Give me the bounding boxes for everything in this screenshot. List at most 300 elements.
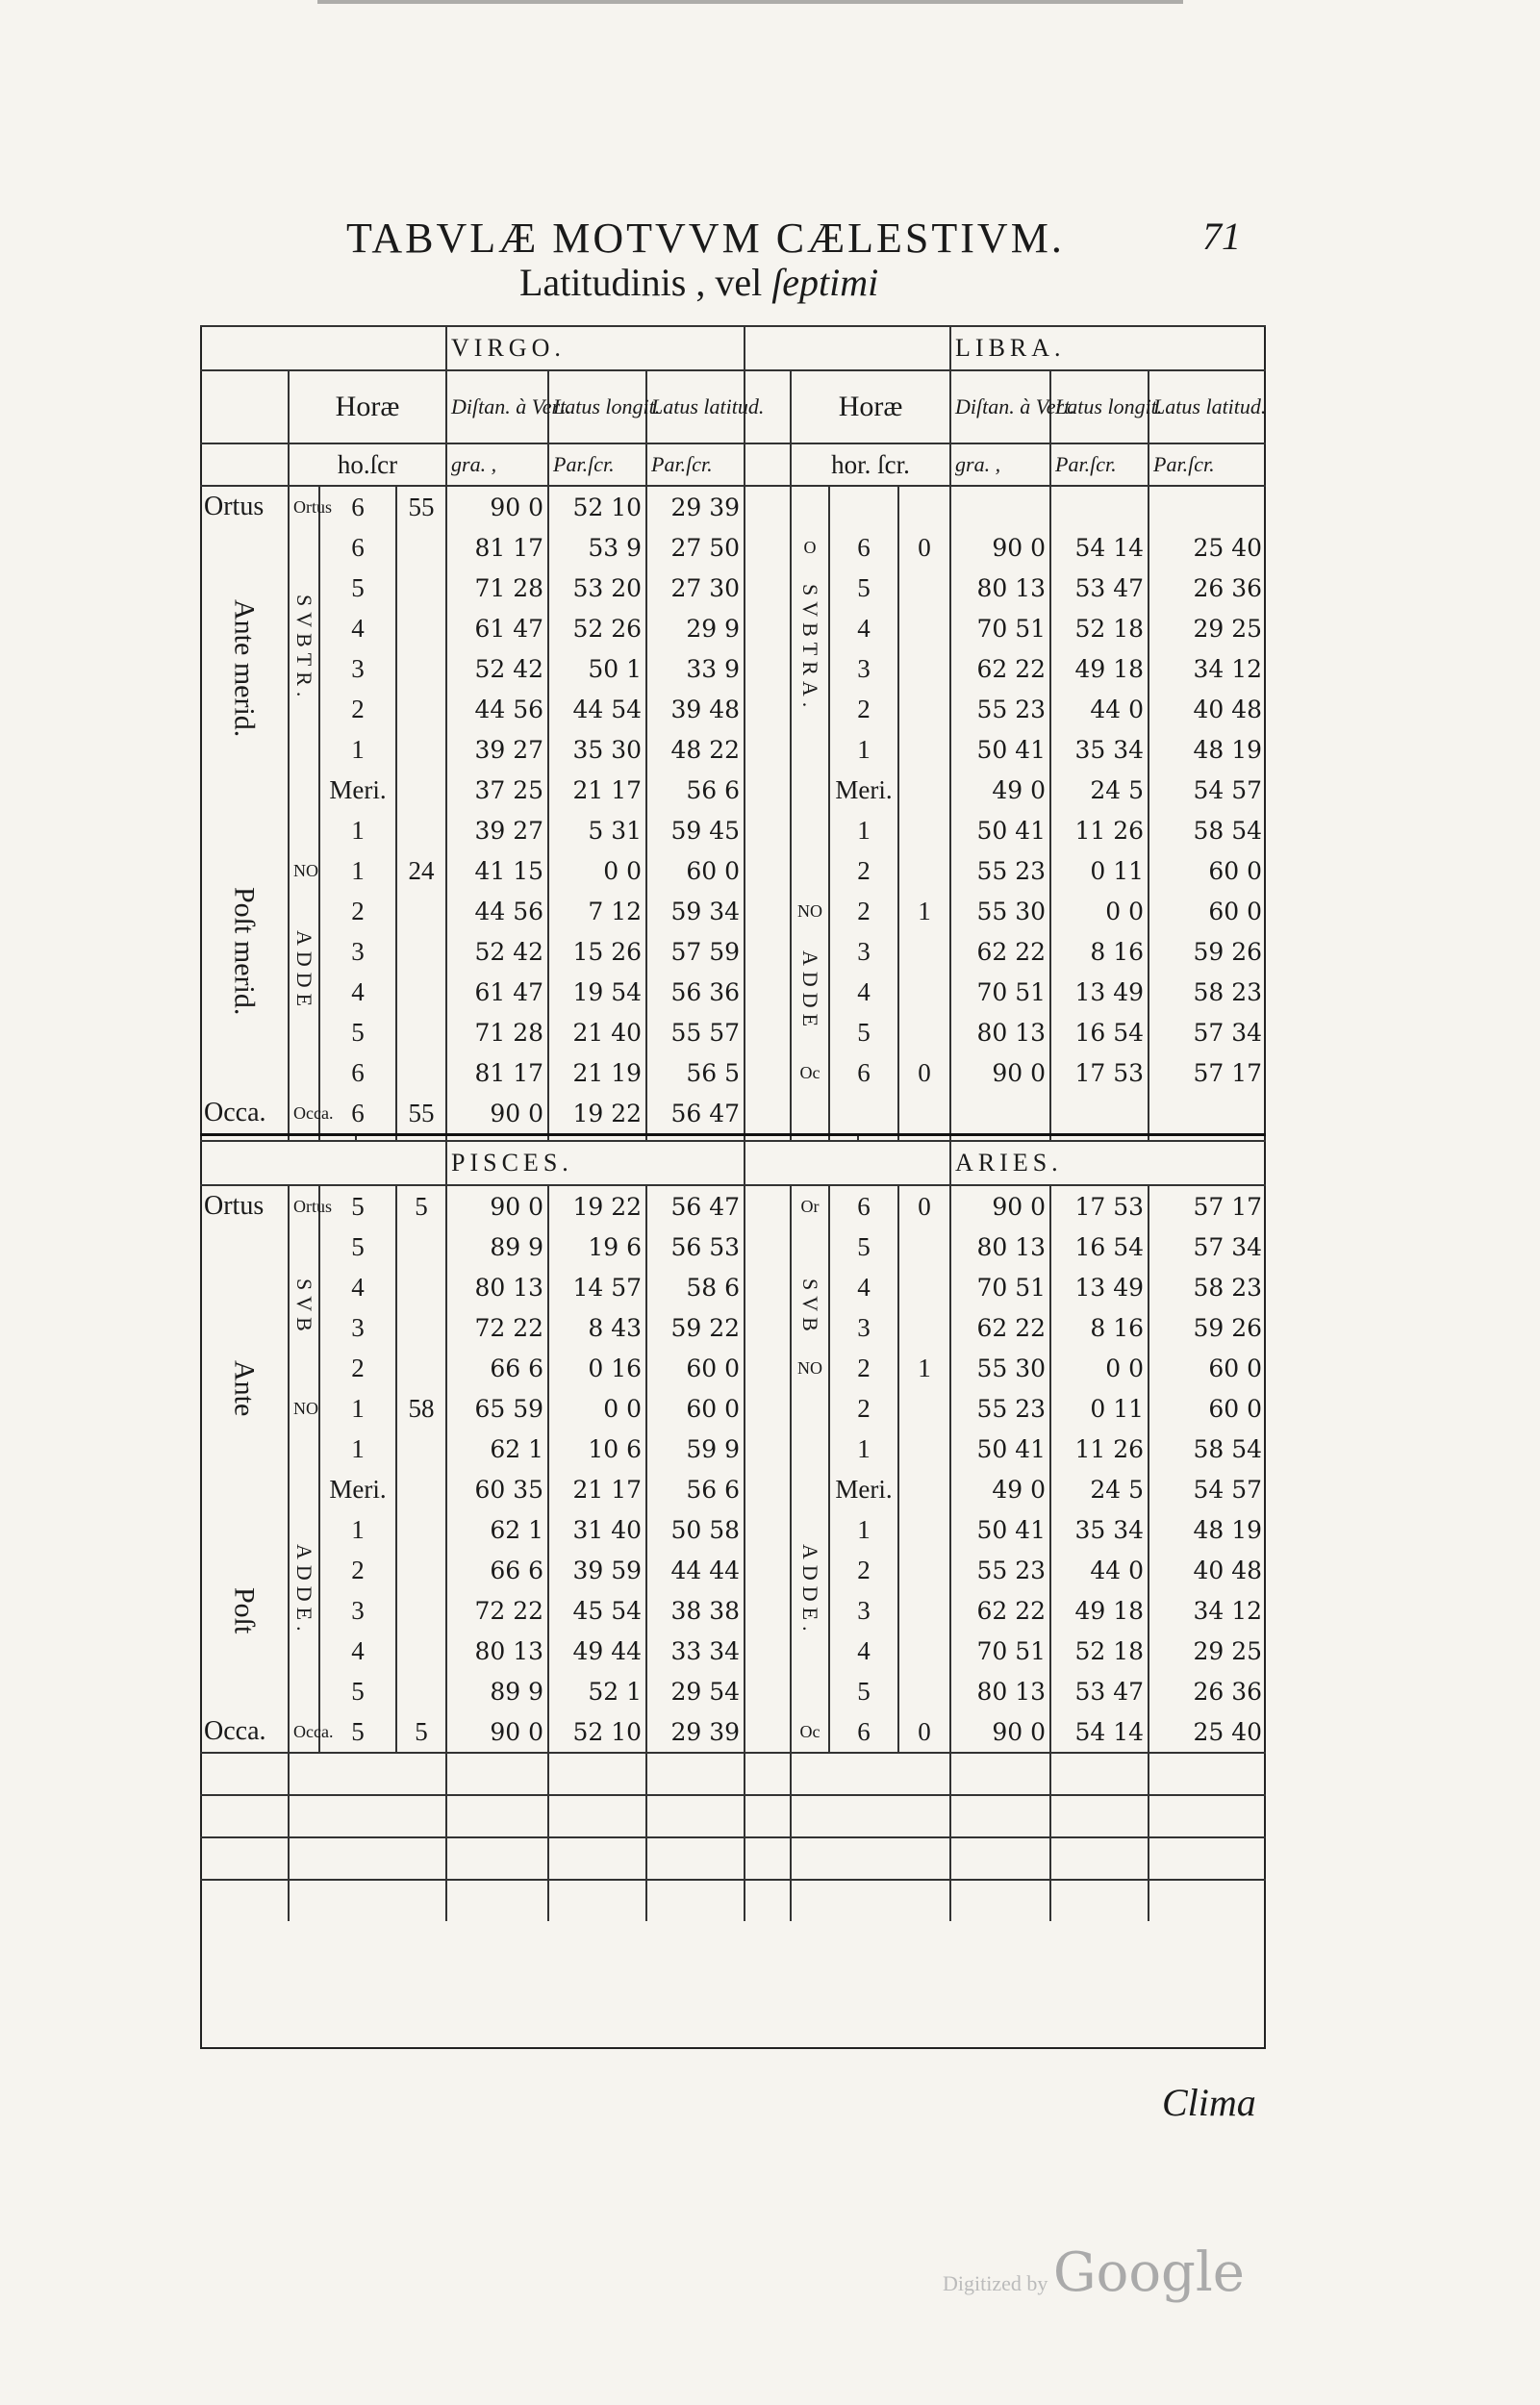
unit-par: Par.ſcr.: [1050, 443, 1149, 486]
table-row: [200, 1711, 1266, 1753]
empty-row: [200, 1753, 1266, 1795]
longit-cell: 0 11: [1050, 1388, 1149, 1429]
row-note: [289, 810, 319, 850]
hour-cell: 2: [319, 891, 396, 931]
distance-cell: 90 0: [950, 1711, 1050, 1753]
longit-cell: 52 1: [548, 1671, 646, 1711]
hour-cell: 4: [319, 972, 396, 1012]
minute-cell: [396, 1671, 446, 1711]
distance-cell: 90 0: [950, 1185, 1050, 1227]
hour-cell: 3: [829, 1590, 898, 1631]
longit-cell: 53 9: [548, 527, 646, 568]
distance-cell: 65 59: [446, 1388, 548, 1429]
hour-cell: Meri.: [319, 770, 396, 810]
minute-cell: [396, 1307, 446, 1348]
side-label: Poſt: [200, 1509, 289, 1711]
hour-cell: 6: [829, 1711, 898, 1753]
latitud-cell: 59 34: [646, 891, 745, 931]
row-note: [791, 810, 829, 850]
longit-cell: 39 59: [548, 1550, 646, 1590]
table-row: [200, 1012, 1266, 1052]
latitud-cell: 50 58: [646, 1509, 745, 1550]
longit-cell: 35 34: [1050, 1509, 1149, 1550]
minute-cell: [396, 608, 446, 648]
hour-cell: [829, 486, 898, 527]
table-row: [200, 527, 1266, 568]
distance-cell: 90 0: [950, 527, 1050, 568]
minute-cell: 24: [396, 850, 446, 891]
longit-cell: 19 22: [548, 1185, 646, 1227]
minute-cell: 0: [898, 1052, 950, 1093]
distance-cell: 60 35: [446, 1469, 548, 1509]
hour-cell: 5: [319, 1671, 396, 1711]
table-row: [200, 891, 1266, 931]
row-note: [791, 1227, 829, 1267]
longit-cell: 19 6: [548, 1227, 646, 1267]
hour-cell: 4: [319, 1631, 396, 1671]
row-note: [791, 1671, 829, 1711]
distance-cell: 90 0: [446, 486, 548, 527]
minute-cell: [898, 1227, 950, 1267]
longit-cell: 0 0: [1050, 1348, 1149, 1388]
latitud-cell: 33 9: [646, 648, 745, 689]
longit-cell: 24 5: [1050, 770, 1149, 810]
table-row: [200, 850, 1266, 891]
row-note: Occa.: [289, 1711, 319, 1753]
catchword: Clima: [1162, 2081, 1256, 2124]
hour-cell: 5: [829, 1227, 898, 1267]
minute-cell: [396, 1429, 446, 1469]
minute-cell: [898, 1631, 950, 1671]
side-label: Ante: [200, 1267, 289, 1509]
distance-cell: 90 0: [446, 1711, 548, 1753]
minute-cell: [396, 1590, 446, 1631]
minute-cell: [898, 1590, 950, 1631]
longit-cell: 11 26: [1050, 810, 1149, 850]
latitud-cell: 26 36: [1193, 573, 1263, 602]
latitud-cell: 40 48: [1193, 1556, 1263, 1584]
minute-cell: 0: [898, 527, 950, 568]
longit-cell: 35 30: [548, 729, 646, 770]
distance-cell: 62 22: [950, 648, 1050, 689]
running-title: TABVLÆ MOTVVM CÆLESTIVM.: [346, 215, 1065, 262]
longit-cell: 52 10: [548, 1711, 646, 1753]
row-note: [289, 1671, 319, 1711]
minute-cell: 58: [396, 1388, 446, 1429]
latitud-cell: 56 6: [646, 1469, 745, 1509]
hour-cell: 6: [319, 486, 396, 527]
longit-cell: 11 26: [1050, 1429, 1149, 1469]
longit-cell: 13 49: [1050, 972, 1149, 1012]
minute-cell: [396, 1348, 446, 1388]
distance-cell: 37 25: [446, 770, 548, 810]
operation-label: SVB: [289, 1267, 319, 1348]
minute-cell: [898, 648, 950, 689]
distance-cell: 70 51: [950, 608, 1050, 648]
latitud-cell: 60 0: [646, 1348, 745, 1388]
minute-cell: [396, 1631, 446, 1671]
distance-cell: 39 27: [446, 810, 548, 850]
longit-cell: 49 18: [1050, 1590, 1149, 1631]
row-note: [289, 527, 319, 568]
latitud-cell: 57 59: [646, 931, 745, 972]
row-note: NO: [791, 891, 829, 931]
longit-cell: 54 14: [1050, 1711, 1149, 1753]
table-row: [200, 1093, 1266, 1135]
hour-cell: 6: [319, 1052, 396, 1093]
hour-cell: 6: [829, 1052, 898, 1093]
hour-cell: 1: [319, 1509, 396, 1550]
minute-cell: [396, 1227, 446, 1267]
minute-cell: [898, 1388, 950, 1429]
minute-cell: [396, 1509, 446, 1550]
row-label: Occa.: [200, 1711, 289, 1753]
unit-header-row: [200, 443, 1266, 486]
longit-cell: 44 54: [548, 689, 646, 729]
table-row: [200, 1550, 1266, 1590]
hour-cell: [829, 1093, 898, 1135]
minute-cell: 0: [898, 1185, 950, 1227]
longit-cell: 8 43: [548, 1307, 646, 1348]
operation-label: ADDE: [791, 931, 829, 1052]
longit-cell: 17 53: [1050, 1052, 1149, 1093]
longit-cell: 35 34: [1050, 729, 1149, 770]
distance-cell: 55 23: [950, 689, 1050, 729]
latus-longit-header: Latus longit.: [1050, 370, 1149, 443]
distance-cell: 50 41: [950, 1509, 1050, 1550]
minute-cell: [898, 568, 950, 608]
minute-cell: [898, 1012, 950, 1052]
minute-cell: [396, 1550, 446, 1590]
latitud-cell: [1149, 486, 1266, 527]
latitud-cell: 27 30: [646, 568, 745, 608]
distance-cell: 80 13: [950, 1227, 1050, 1267]
row-note: [791, 1429, 829, 1469]
hour-cell: 5: [319, 1185, 396, 1227]
longit-cell: 21 17: [548, 770, 646, 810]
hour-cell: 1: [829, 1509, 898, 1550]
minute-cell: [396, 1052, 446, 1093]
empty-row: [200, 1837, 1266, 1880]
row-label: Ortus: [200, 1185, 289, 1227]
page-number: 71: [1202, 215, 1241, 258]
latitud-cell: 56 5: [646, 1052, 745, 1093]
longit-cell: 16 54: [1050, 1012, 1149, 1052]
longit-cell: 0 0: [548, 850, 646, 891]
distance-cell: 50 41: [950, 1429, 1050, 1469]
longit-cell: 0 11: [1050, 850, 1149, 891]
table-row: [200, 770, 1266, 810]
row-note: Oc: [791, 1052, 829, 1093]
latitud-cell: 48 19: [1193, 1515, 1263, 1544]
latitud-cell: 25 40: [1193, 533, 1263, 562]
hour-cell: 2: [829, 1388, 898, 1429]
longit-cell: 14 57: [548, 1267, 646, 1307]
row-note: [289, 729, 319, 770]
minute-cell: [396, 810, 446, 850]
longit-cell: 0 16: [548, 1348, 646, 1388]
column-header-row: [200, 370, 1266, 443]
row-note: Ortus: [289, 1185, 319, 1227]
hour-cell: 1: [319, 1388, 396, 1429]
hour-cell: 6: [829, 1185, 898, 1227]
table-row: [200, 1052, 1266, 1093]
latitud-cell: 59 9: [646, 1429, 745, 1469]
latitud-cell: 59 45: [646, 810, 745, 850]
distance-cell: 81 17: [446, 527, 548, 568]
distance-cell: 62 1: [446, 1429, 548, 1469]
unit-gra: gra. ,: [446, 443, 548, 486]
longit-cell: 24 5: [1050, 1469, 1149, 1509]
longit-cell: 19 22: [548, 1093, 646, 1135]
row-note: [289, 770, 319, 810]
latitud-cell: 34 12: [1193, 654, 1263, 683]
minute-cell: 1: [898, 891, 950, 931]
latitud-cell: 57 17: [1149, 1185, 1266, 1227]
row-note: [289, 1227, 319, 1267]
latitud-cell: 48 22: [646, 729, 745, 770]
distance-cell: 70 51: [950, 1631, 1050, 1671]
distance-cell: 62 22: [950, 1307, 1050, 1348]
distance-cell: 62 22: [950, 1590, 1050, 1631]
minute-cell: [898, 1429, 950, 1469]
minute-cell: [396, 891, 446, 931]
minute-cell: [898, 729, 950, 770]
hour-cell: Meri.: [319, 1469, 396, 1509]
table-row: [200, 1509, 1266, 1550]
unit-par: Par.ſcr.: [646, 443, 745, 486]
row-note: [791, 486, 829, 527]
table-row: [200, 1227, 1266, 1267]
table-row: [200, 689, 1266, 729]
row-note: [791, 729, 829, 770]
latitud-cell: 57 34: [1193, 1018, 1263, 1047]
minute-cell: [396, 931, 446, 972]
hour-cell: 3: [319, 1590, 396, 1631]
latitud-cell: 58 54: [1193, 816, 1263, 845]
row-note: NO: [289, 1388, 319, 1429]
table-row: [200, 568, 1266, 608]
longit-cell: 5 31: [548, 810, 646, 850]
distance-cell: 39 27: [446, 729, 548, 770]
digitization-watermark: Digitized by Google: [943, 2241, 1245, 2304]
latitud-cell: 58 54: [1193, 1434, 1263, 1463]
latitud-cell: 27 50: [646, 527, 745, 568]
distance-cell: 89 9: [446, 1227, 548, 1267]
longit-cell: 15 26: [548, 931, 646, 972]
hour-cell: 2: [319, 1348, 396, 1388]
minute-cell: [396, 770, 446, 810]
row-note: [791, 770, 829, 810]
hour-cell: Meri.: [829, 770, 898, 810]
hour-cell: 1: [829, 1429, 898, 1469]
top-edge-rule: [317, 0, 1183, 4]
latitud-cell: 60 0: [1208, 897, 1263, 925]
minute-cell: [898, 1093, 950, 1135]
hour-cell: 5: [319, 1711, 396, 1753]
row-note: [791, 850, 829, 891]
distance-cell: 61 47: [446, 608, 548, 648]
operation-label: ADDE.: [289, 1509, 319, 1671]
distance-cell: 70 51: [950, 1267, 1050, 1307]
longit-cell: 44 0: [1050, 689, 1149, 729]
hour-cell: 1: [319, 1429, 396, 1469]
table-row: [200, 972, 1266, 1012]
row-note: NO: [791, 1348, 829, 1388]
latitud-cell: 58 23: [1193, 1273, 1263, 1302]
distance-cell: 71 28: [446, 568, 548, 608]
latitud-cell: 44 44: [646, 1550, 745, 1590]
operation-label: ADDE.: [791, 1509, 829, 1671]
distance-cell: 70 51: [950, 972, 1050, 1012]
longit-cell: 53 20: [548, 568, 646, 608]
table-row: [200, 1469, 1266, 1509]
hour-cell: 2: [829, 891, 898, 931]
distance-cell: 44 56: [446, 891, 548, 931]
minute-cell: [898, 1671, 950, 1711]
longit-cell: 19 54: [548, 972, 646, 1012]
latitud-cell: 29 25: [1193, 1636, 1263, 1665]
distance-cell: 80 13: [950, 1012, 1050, 1052]
distance-cell: 72 22: [446, 1307, 548, 1348]
distance-cell: 71 28: [446, 1012, 548, 1052]
longit-cell: 45 54: [548, 1590, 646, 1631]
row-note: [791, 1469, 829, 1509]
longit-cell: 21 19: [548, 1052, 646, 1093]
hour-cell: 5: [829, 1012, 898, 1052]
hour-cell: 1: [319, 729, 396, 770]
horae-header: Horæ: [289, 370, 446, 443]
latitud-cell: 54 57: [1193, 1475, 1263, 1504]
latitud-cell: 54 57: [1193, 775, 1263, 804]
latitud-cell: 56 53: [646, 1227, 745, 1267]
table-row: [200, 1429, 1266, 1469]
distance-cell: 90 0: [950, 1052, 1050, 1093]
longit-cell: 21 40: [548, 1012, 646, 1052]
longit-cell: 0 0: [548, 1388, 646, 1429]
longit-cell: 53 47: [1050, 1671, 1149, 1711]
table-row: [200, 931, 1266, 972]
minute-cell: [898, 931, 950, 972]
row-label: Occa.: [200, 1093, 289, 1135]
distance-cell: 89 9: [446, 1671, 548, 1711]
latitud-cell: 57 17: [1193, 1058, 1263, 1087]
table-row: [200, 810, 1266, 850]
latus-latitud-header: Latus latitud.: [646, 370, 745, 443]
longit-cell: 54 14: [1050, 527, 1149, 568]
hour-cell: 6: [319, 1093, 396, 1135]
minute-cell: 1: [898, 1348, 950, 1388]
distance-cell: 66 6: [446, 1550, 548, 1590]
hour-cell: 2: [829, 689, 898, 729]
operation-label: SVB: [791, 1267, 829, 1348]
longit-cell: 50 1: [548, 648, 646, 689]
unit-par: Par.ſcr.: [1149, 443, 1266, 486]
distance-cell: 62 22: [950, 931, 1050, 972]
minute-cell: [396, 689, 446, 729]
minute-cell: [898, 972, 950, 1012]
latitud-cell: 58 6: [646, 1267, 745, 1307]
table-row: [200, 729, 1266, 770]
table-subtitle: Latitudinis , vel ſeptimi: [519, 261, 879, 304]
longit-cell: 21 17: [548, 1469, 646, 1509]
latitud-cell: 29 39: [646, 486, 745, 527]
minute-cell: [898, 810, 950, 850]
hour-cell: 3: [829, 1307, 898, 1348]
distance-cell: 52 42: [446, 931, 548, 972]
distance-cell: 90 0: [446, 1185, 548, 1227]
table-row: [200, 1348, 1266, 1388]
row-label: Ortus: [200, 486, 289, 527]
longit-cell: 10 6: [548, 1429, 646, 1469]
row-note: Oc: [791, 1711, 829, 1753]
empty-row: [200, 1880, 1266, 1921]
sign-name: PISCES.: [446, 1141, 745, 1185]
distance-cell: 50 41: [950, 810, 1050, 850]
longit-cell: [1050, 486, 1149, 527]
latitud-cell: 26 36: [1193, 1677, 1263, 1706]
latitud-cell: 25 40: [1193, 1717, 1263, 1746]
longit-cell: 52 18: [1050, 608, 1149, 648]
minute-cell: 0: [898, 1711, 950, 1753]
row-note: Or: [791, 1185, 829, 1227]
latitud-cell: 56 47: [646, 1185, 745, 1227]
minute-cell: [898, 1509, 950, 1550]
distance-cell: 52 42: [446, 648, 548, 689]
hour-cell: Meri.: [829, 1469, 898, 1509]
distance-cell: 80 13: [446, 1267, 548, 1307]
unit-hor: hor. ſcr.: [791, 443, 950, 486]
latitud-cell: 60 0: [1208, 856, 1263, 885]
hour-cell: 1: [829, 810, 898, 850]
hour-cell: 6: [829, 527, 898, 568]
minute-cell: [898, 1469, 950, 1509]
hour-cell: 4: [319, 1267, 396, 1307]
latitud-cell: 59 22: [646, 1307, 745, 1348]
longit-cell: 52 18: [1050, 1631, 1149, 1671]
longit-cell: 49 44: [548, 1631, 646, 1671]
distance-cell: 50 41: [950, 729, 1050, 770]
latitud-cell: 55 57: [646, 1012, 745, 1052]
latitud-cell: 29 39: [646, 1711, 745, 1753]
minute-cell: [396, 568, 446, 608]
longit-cell: 16 54: [1050, 1227, 1149, 1267]
hour-cell: 1: [829, 729, 898, 770]
longit-cell: 8 16: [1050, 1307, 1149, 1348]
hour-cell: 5: [319, 1012, 396, 1052]
latitud-cell: 56 36: [646, 972, 745, 1012]
hour-cell: 3: [319, 1307, 396, 1348]
latitud-cell: 59 26: [1193, 937, 1263, 966]
side-label: Poſt merid.: [200, 810, 289, 1093]
hour-cell: 4: [829, 608, 898, 648]
minute-cell: 55: [396, 486, 446, 527]
hour-cell: 3: [829, 648, 898, 689]
minute-cell: [898, 1550, 950, 1590]
hour-cell: 3: [319, 648, 396, 689]
latitud-cell: 34 12: [1193, 1596, 1263, 1625]
sign-header-row: [200, 326, 1266, 370]
sign-name: ARIES.: [950, 1141, 1266, 1185]
hour-cell: 1: [319, 810, 396, 850]
latitud-cell: 56 47: [646, 1093, 745, 1135]
minute-cell: [396, 1012, 446, 1052]
row-note: [289, 1429, 319, 1469]
unit-gra: gra. ,: [950, 443, 1050, 486]
table-row: [200, 1267, 1266, 1307]
sign-header-row: [200, 1141, 1266, 1185]
row-note: O: [791, 527, 829, 568]
